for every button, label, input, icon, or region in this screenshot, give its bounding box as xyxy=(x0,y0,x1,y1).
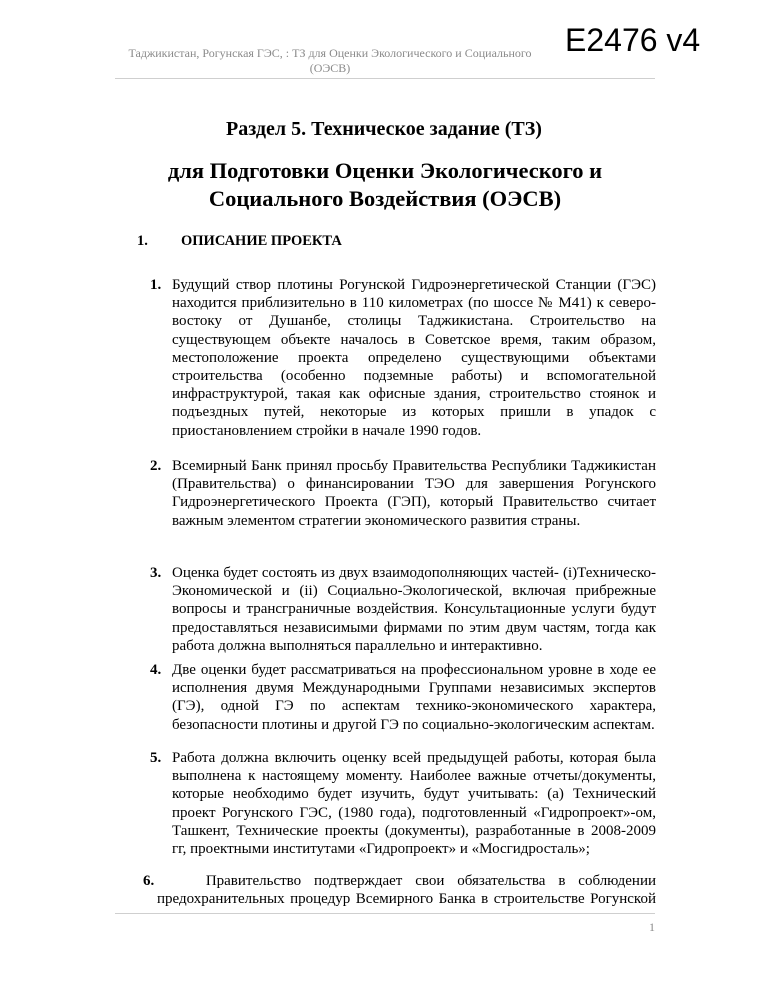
paragraph-5 xyxy=(150,749,656,858)
paragraph-6 xyxy=(143,872,656,908)
document-code: E2476 v4 xyxy=(565,22,701,58)
paragraph-text: Оценка будет состоять из двух взаимодополняющих частей- (i)Техническо-Экономической и (ii) Социально-Экологической, включая прибрежные вопросы и трансграничные воздействия. Консультационные услуги будут предоставляться независимыми фирмами по этим двум частям, тогда как работа должна выполняться параллельно и интерактивно. xyxy=(172,565,656,654)
page-number: 1 xyxy=(649,920,655,934)
paragraph-4 xyxy=(150,661,656,734)
paragraph-text: Будущий створ плотины Рогунской Гидроэнергетической Станции (ГЭС) находится приблизительно в 110 километрах (по шоссе № M41) к северо-востоку от Душанбе, столицы Таджикистана. Строительство на существующем объекте началось в Советское время, таким образом, местоположение проекта определено существующими объектами строительства (особенно подземные работы) и вспомогательной инфраструктурой, такая как офисные здания, строительство стоянок и подъездных путей, некоторые из которых пришли в упадок с приостановлением стройки в начале 1990 годов. xyxy=(172,277,656,439)
subheading-number: 1. xyxy=(137,233,148,249)
document-title: для Подготовки Оценки Экологического и Социального Воздействия (ОЭСВ) xyxy=(167,158,603,211)
paragraph-number: 6. xyxy=(143,873,155,889)
paragraph-text: Всемирный Банк принял просьбу Правительства Республики Таджикистан (Правительства) о финансировании ТЭО для завершения Рогунского Гидроэнергетического Проекта (ГЭП), который Правительство считает важным элементом стратегии экономического развития страны. xyxy=(172,458,656,529)
paragraph-text: Две оценки будет рассматриваться на профессиональном уровне в ходе ее исполнения двумя Международными Группами независимых экспертов (ГЭ), одной ГЭ по аспектам технико-экономического характера, безопасности плотины и другой ГЭ по социально-экологическим аспектам. xyxy=(172,662,656,733)
header-line-1: Таджикистан, Рогунская ГЭС, : ТЗ для Оценки Экологического и Социального xyxy=(128,46,532,60)
paragraph-number: 3. xyxy=(150,565,162,581)
paragraph-number: 1. xyxy=(150,277,162,293)
running-header xyxy=(95,46,565,76)
paragraph-number: 2. xyxy=(150,458,162,474)
paragraph-1 xyxy=(150,276,656,440)
paragraph-text: Работа должна включить оценку всей предыдущей работы, которая была выполнена к настоящему моменту. Наиболее важные отчеты/документы, которые необходимо будет изучить, будут учитывать: (a) Технический проект Рогунского ГЭС, (1980 года), подготовленный «Гидропроект»-ом, Ташкент, Технические проекты (документы), разработанные в 2008-2009 гг, проектными институтами «Гидропроект» и «Мосгидросталь»; xyxy=(172,750,656,858)
footer-divider xyxy=(115,913,655,914)
section-title: Раздел 5. Техническое задание (ТЗ) xyxy=(226,118,542,140)
subheading: ОПИСАНИЕ ПРОЕКТА xyxy=(181,233,342,249)
paragraph-number: 5. xyxy=(150,750,162,766)
paragraph-text-line-2: предохранительных процедур Всемирного Банка в строительстве Рогунской xyxy=(157,891,656,908)
paragraph-2 xyxy=(150,457,656,530)
paragraph-number: 4. xyxy=(150,662,162,678)
paragraph-text-line-1: Правительство подтверждает свои обязательства в соблюдении xyxy=(205,873,657,889)
header-line-2: (ОЭСВ) xyxy=(309,61,351,75)
paragraph-3 xyxy=(150,564,656,655)
header-divider xyxy=(115,78,655,79)
